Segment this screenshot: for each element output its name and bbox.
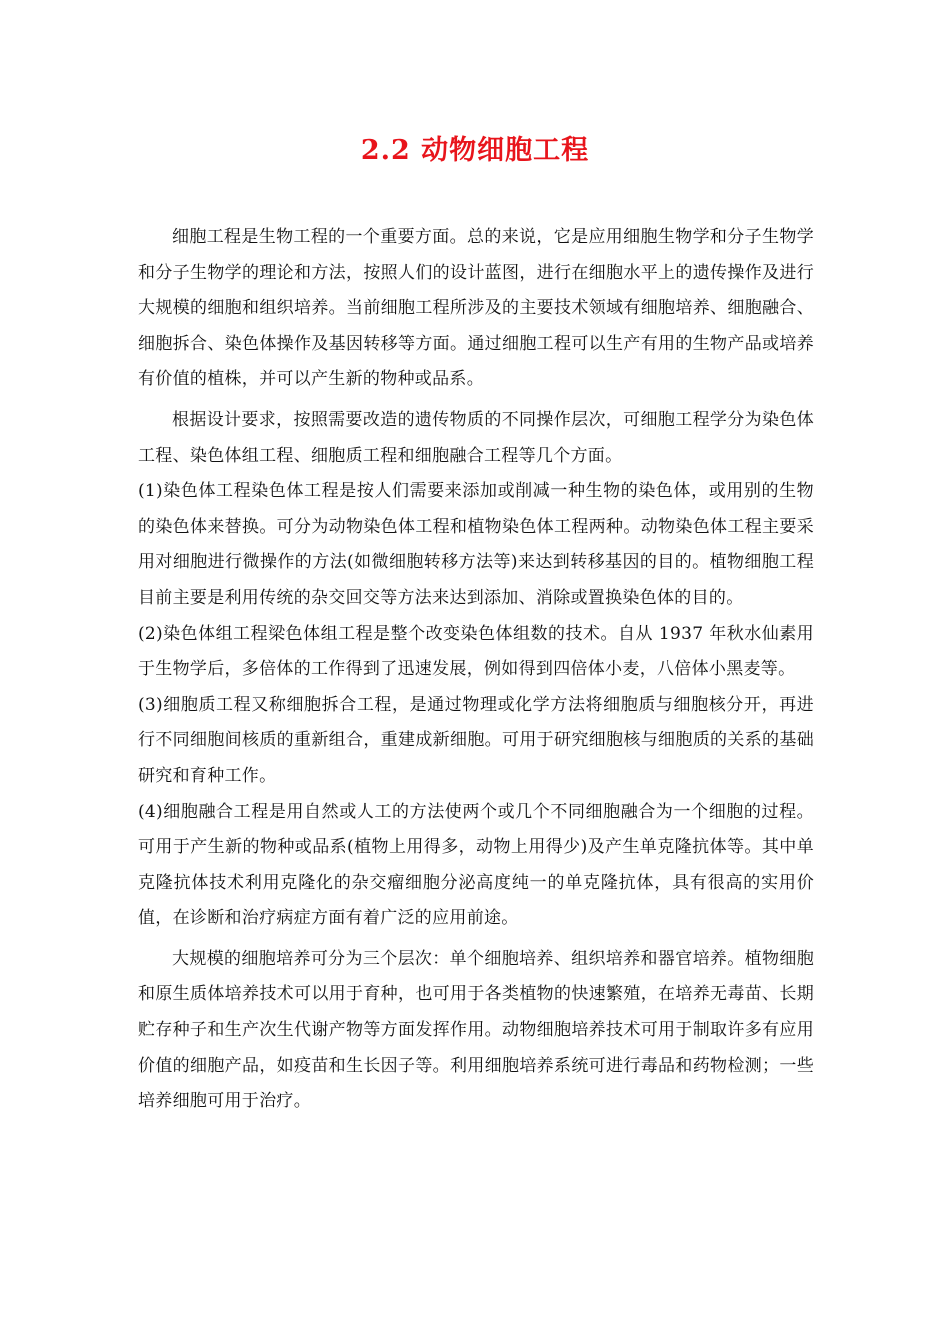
paragraph-cell-culture: 大规模的细胞培养可分为三个层次：单个细胞培养、组织培养和器官培养。植物细胞和原生质体培养技术可以用于育种，也可用于各类植物的快速繁殖，在培养无毒苗、长期贮存种子和生产次生代谢产物等方面发挥作用。动物细胞培养技术可用于制取许多有应用价值的细胞产品，如疫苗和生长因子等。利用细胞培养系统可进行毒品和药物检测；一些培养细胞可用于治疗。 xyxy=(138,948,814,1112)
paragraph-cytoplasm-engineering: (3)细胞质工程又称细胞拆合工程，是通过物理或化学方法将细胞质与细胞核分开，再进行不同细胞间核质的重新组合，重建成新细胞。可用于研究细胞核与细胞质的关系的基础研究和育种工作。 xyxy=(138,694,814,786)
document-body xyxy=(138,220,814,1120)
paragraph-classification: 根据设计要求，按照需要改造的遗传物质的不同操作层次，可细胞工程学分为染色体工程、染色体组工程、细胞质工程和细胞融合工程等几个方面。 xyxy=(138,409,814,466)
paragraph-intro: 细胞工程是生物工程的一个重要方面。总的来说，它是应用细胞生物学和分子生物学和分子生物学的理论和方法，按照人们的设计蓝图，进行在细胞水平上的遗传操作及进行大规模的细胞和组织培养。当前细胞工程所涉及的主要技术领域有细胞培养、细胞融合、细胞拆合、染色体操作及基因转移等方面。通过细胞工程可以生产有用的生物产品或培养有价值的植株，并可以产生新的物种或品系。 xyxy=(138,227,814,390)
page-title: 2.2 动物细胞工程 xyxy=(360,135,590,166)
paragraph-chromosome-engineering: (1)染色体工程染色体工程是按人们需要来添加或削减一种生物的染色体，或用别的生物的染色体来替换。可分为动物染色体工程和植物染色体工程两种。动物染色体工程主要采用对细胞进行微操作的方法(如微细胞转移方法等)来达到转移基因的目的。植物细胞工程目前主要是利用传统的杂交回交等方法来达到添加、消除或置换染色体的目的。 xyxy=(138,481,814,608)
paragraph-genome-engineering: (2)染色体组工程梁色体组工程是整个改变染色体组数的技术。自从 1937 年秋水仙素用于生物学后，多倍体的工作得到了迅速发展，例如得到四倍体小麦，八倍体小黑麦等。 xyxy=(138,623,814,680)
paragraph-cell-fusion-engineering: (4)细胞融合工程是用自然或人工的方法使两个或几个不同细胞融合为一个细胞的过程。可用于产生新的物种或品系(植物上用得多，动物上用得少)及产生单克隆抗体等。其中单克隆抗体技术利用克隆化的杂交瘤细胞分泌高度纯一的单克隆抗体，具有很高的实用价值，在诊断和治疗病症方面有着广泛的应用前途。 xyxy=(138,801,814,929)
